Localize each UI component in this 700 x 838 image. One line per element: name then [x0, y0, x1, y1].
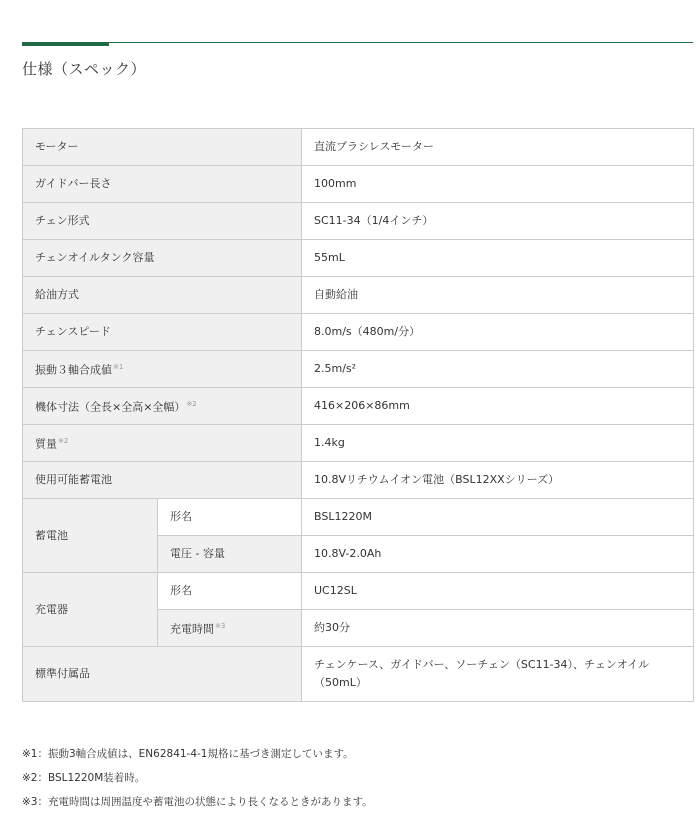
spec-value: 8.0m/s（480m/分） — [302, 314, 694, 351]
spec-label — [23, 425, 302, 462]
table-row — [23, 647, 694, 702]
spec-label: 使用可能蓄電池 — [23, 462, 302, 499]
spec-value: 10.8V-2.0Ah — [302, 536, 694, 573]
spec-label — [23, 388, 302, 425]
page-title: 仕様（スペック） — [22, 60, 147, 78]
footnotes — [22, 745, 682, 817]
table-row — [23, 573, 694, 610]
table-row — [23, 314, 694, 351]
table-row — [23, 277, 694, 314]
footnote-mark: ※2 — [186, 400, 197, 409]
table-row — [23, 388, 694, 425]
footnote-3: ※3：充電時間は周囲温度や蓄電池の状態により長くなるときがあります。 — [22, 796, 373, 808]
spec-value: 直流ブラシレスモーター — [302, 129, 694, 166]
footnote-mark: ※2 — [58, 437, 69, 446]
spec-value: UC12SL — [302, 573, 694, 610]
spec-value: BSL1220M — [302, 499, 694, 536]
table-row — [23, 425, 694, 462]
spec-label: モーター — [23, 129, 302, 166]
spec-value: 自動給油 — [302, 277, 694, 314]
spec-label: チェン形式 — [23, 203, 302, 240]
spec-label-text: 充電時間 — [170, 622, 214, 636]
spec-label-text: 機体寸法（全長×全高×全幅） — [35, 400, 186, 414]
table-row — [23, 462, 694, 499]
spec-value: 100mm — [302, 166, 694, 203]
spec-sublabel: 形名 — [158, 499, 302, 536]
spec-value: 約30分 — [302, 610, 694, 647]
spec-label-text: 振動３軸合成値 — [35, 363, 112, 377]
spec-group-label: 蓄電池 — [23, 499, 158, 573]
table-row — [23, 240, 694, 277]
spec-table — [22, 128, 694, 702]
spec-group-label: 充電器 — [23, 573, 158, 647]
spec-value: 2.5m/s² — [302, 351, 694, 388]
table-row — [23, 499, 694, 536]
spec-label-text: 質量 — [35, 437, 57, 451]
table-row — [23, 351, 694, 388]
table-row — [23, 129, 694, 166]
spec-value: チェンケース、ガイドバー、ソーチェン（SC11-34）、チェンオイル（50mL） — [302, 647, 694, 702]
footnote-2: ※2：BSL1220M装着時。 — [22, 772, 146, 784]
spec-sublabel — [158, 610, 302, 647]
spec-label: ガイドバー長さ — [23, 166, 302, 203]
header-rule — [22, 42, 693, 43]
footnote-mark: ※3 — [215, 622, 226, 631]
table-row — [23, 166, 694, 203]
spec-sublabel: 形名 — [158, 573, 302, 610]
spec-label: 給油方式 — [23, 277, 302, 314]
spec-sublabel: 電圧 - 容量 — [158, 536, 302, 573]
header-accent-bar — [22, 42, 109, 46]
spec-label: 標準付属品 — [23, 647, 302, 702]
spec-label: チェンオイルタンク容量 — [23, 240, 302, 277]
spec-value: 1.4kg — [302, 425, 694, 462]
spec-label: チェンスピード — [23, 314, 302, 351]
footnote-1: ※1：振動3軸合成値は、EN62841-4-1規格に基づき測定しています。 — [22, 748, 354, 760]
spec-value: 416×206×86mm — [302, 388, 694, 425]
footnote-mark: ※1 — [113, 363, 124, 372]
spec-label — [23, 351, 302, 388]
spec-value: 55mL — [302, 240, 694, 277]
spec-value: SC11-34（1/4インチ） — [302, 203, 694, 240]
spec-value: 10.8Vリチウムイオン電池（BSL12XXシリーズ） — [302, 462, 694, 499]
table-row — [23, 203, 694, 240]
